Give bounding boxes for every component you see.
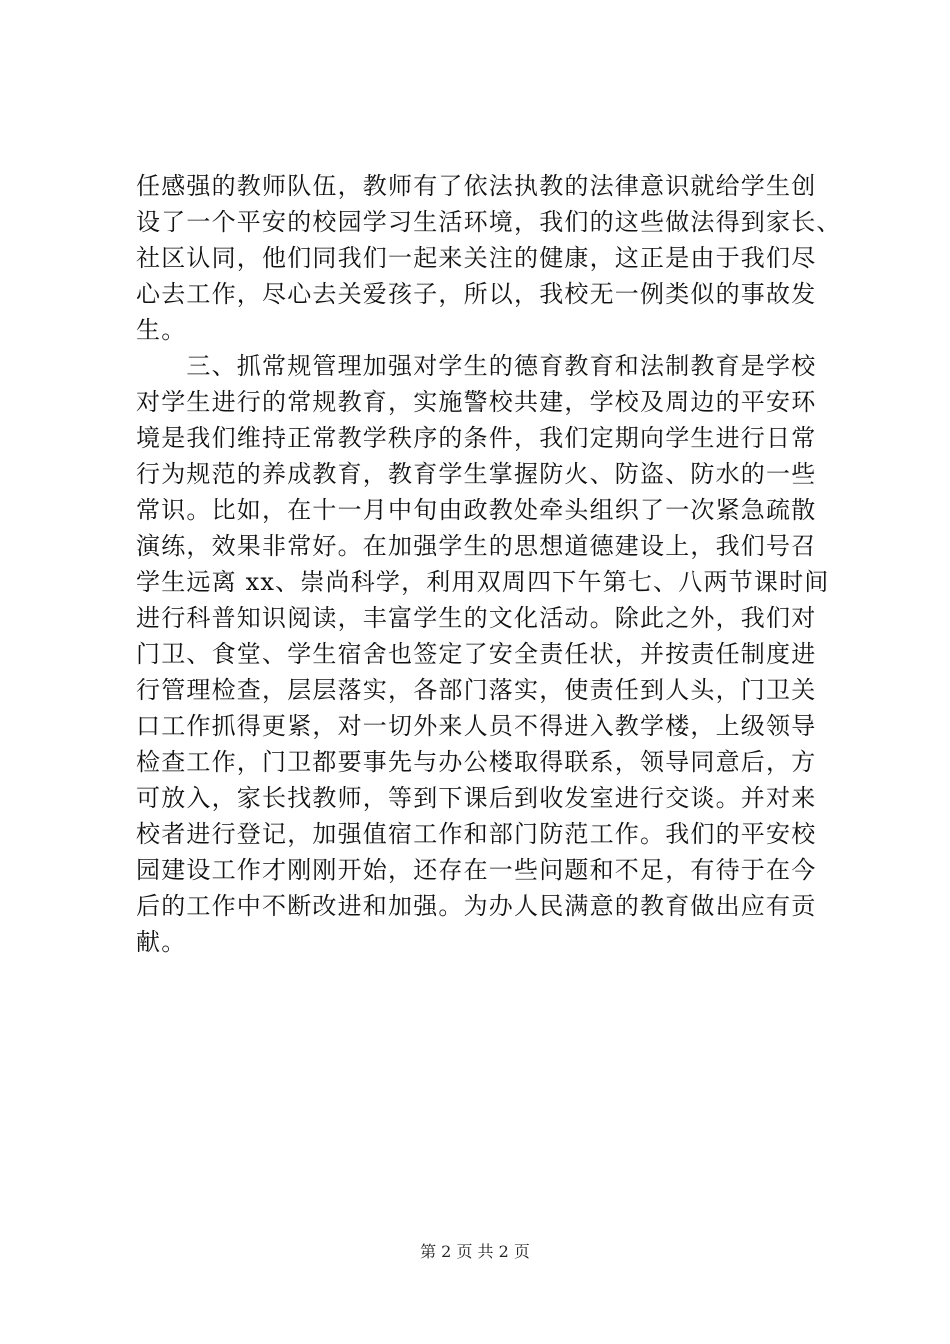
text-line: 门卫、食堂、学生宿舍也签定了安全责任状，并按责任制度进 [136, 640, 817, 668]
text-line: 口工作抓得更紧，对一切外来人员不得进入教学楼，上级领导 [136, 712, 817, 740]
text-line: 演练，效果非常好。在加强学生的思想道德建设上，我们号召 [136, 532, 817, 560]
text-line: 三、抓常规管理加强对学生的德育教育和法制教育是学校 [136, 352, 817, 380]
text-line: 对学生进行的常规教育，实施警校共建，学校及周边的平安环 [136, 388, 817, 416]
text-line: 生。 [136, 316, 187, 344]
text-line: 常识。比如，在十一月中旬由政教处牵头组织了一次紧急疏散 [136, 496, 817, 524]
text-line: 任感强的教师队伍，教师有了依法执教的法律意识就给学生创 [136, 172, 817, 200]
text-line: 设了一个平安的校园学习生活环境，我们的这些做法得到家长、 [136, 208, 842, 236]
page-number-footer: 第 2 页 共 2 页 [420, 1242, 530, 1261]
text-line: 行管理检查，层层落实，各部门落实，使责任到人头，门卫关 [136, 676, 817, 704]
text-line: 献。 [136, 928, 187, 956]
text-line: 行为规范的养成教育，教育学生掌握防火、防盗、防水的一些 [136, 460, 817, 488]
text-line: 检查工作，门卫都要事先与办公楼取得联系，领导同意后，方 [136, 748, 817, 776]
text-line: 后的工作中不断改进和加强。为办人民满意的教育做出应有贡 [136, 892, 817, 920]
text-line: 学生远离 xx、崇尚科学，利用双周四下午第七、八两节课时间 [136, 568, 830, 596]
text-line: 园建设工作才刚刚开始，还存在一些问题和不足，有待于在今 [136, 856, 817, 884]
text-line: 可放入，家长找教师，等到下课后到收发室进行交谈。并对来 [136, 784, 817, 812]
text-line: 校者进行登记，加强值宿工作和部门防范工作。我们的平安校 [136, 820, 817, 848]
text-line: 心去工作，尽心去关爱孩子，所以，我校无一例类似的事故发 [136, 280, 817, 308]
body-text [136, 168, 842, 960]
text-line: 境是我们维持正常教学秩序的条件，我们定期向学生进行日常 [136, 424, 817, 452]
text-line: 社区认同，他们同我们一起来关注的健康，这正是由于我们尽 [136, 244, 817, 272]
text-line: 进行科普知识阅读，丰富学生的文化活动。除此之外，我们对 [136, 604, 817, 632]
